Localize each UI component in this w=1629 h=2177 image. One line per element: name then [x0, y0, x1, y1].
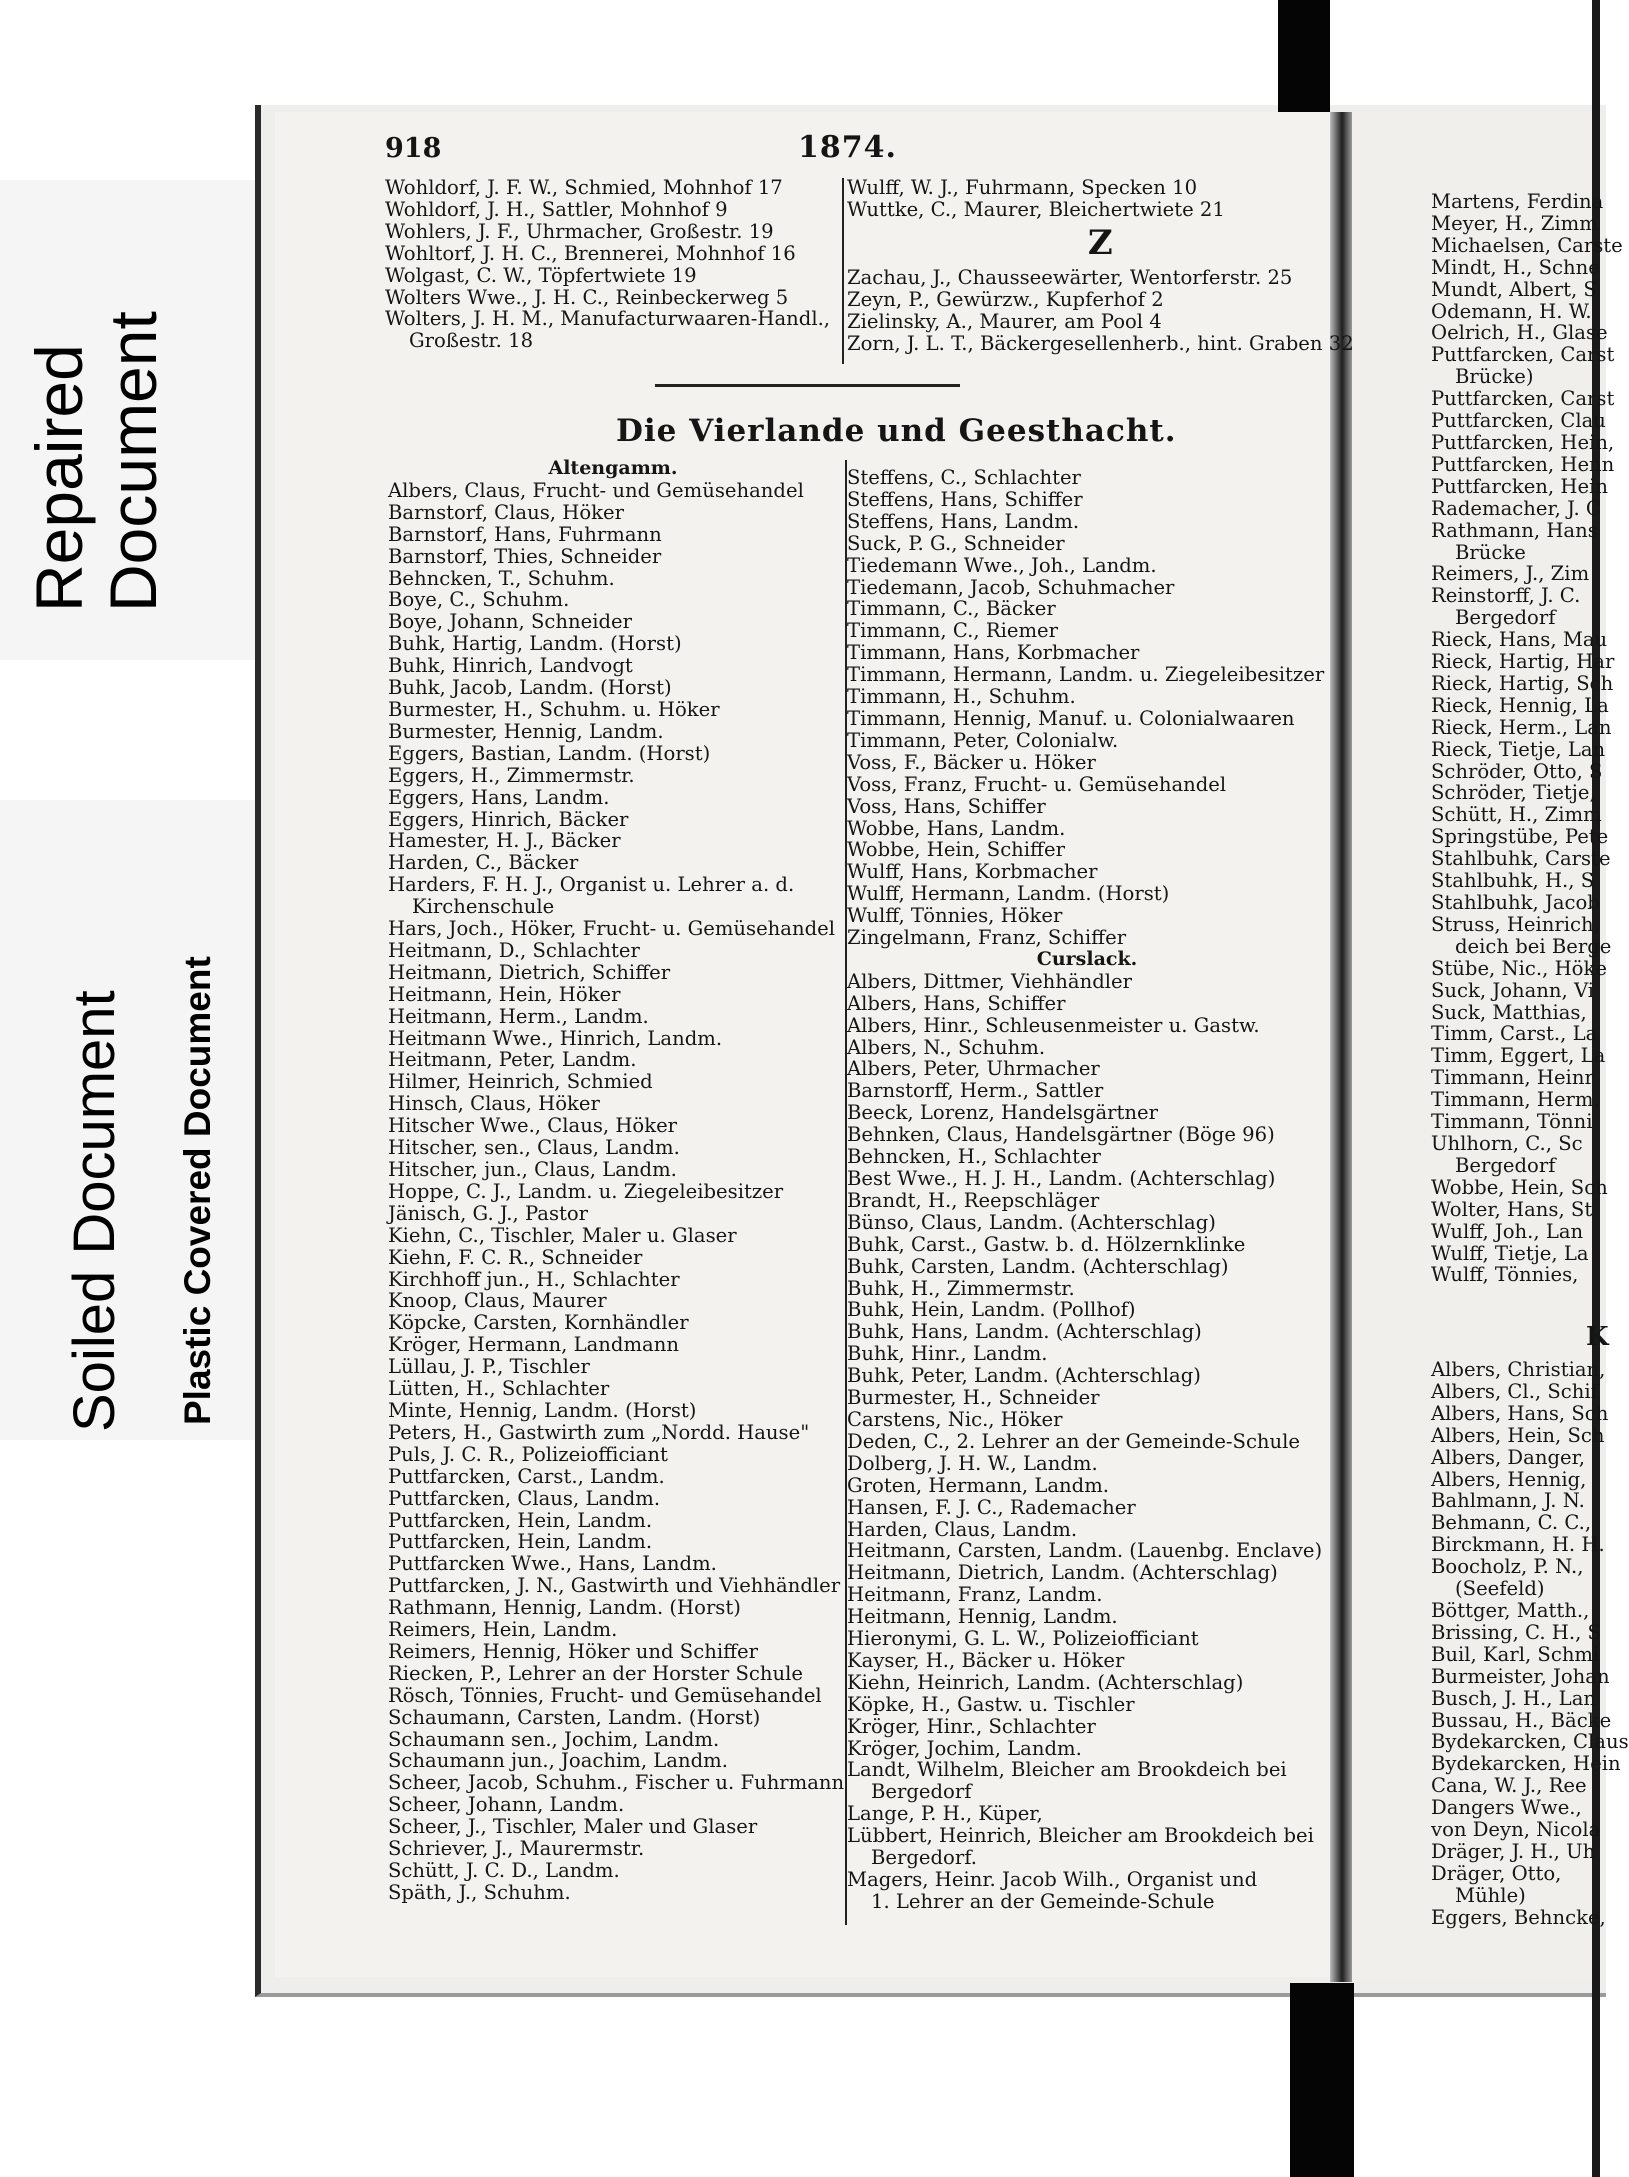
list-item: Albers, Hans, Schiffer — [847, 991, 1066, 1015]
list-item: Voss, Franz, Frucht- u. Gemüsehandel — [847, 772, 1227, 796]
list-item: Stübe, Nic., Höke — [1431, 956, 1607, 980]
list-item: Suck, Matthias, — [1431, 1000, 1587, 1024]
list-item: Michaelsen, Carste — [1431, 233, 1623, 257]
list-item: Barnstorf, Hans, Fuhrmann — [388, 522, 662, 546]
list-item: Riecken, P., Lehrer an der Horster Schule — [388, 1661, 803, 1685]
list-item: Rieck, Hartig, Har — [1431, 650, 1615, 674]
list-item: Albers, Dittmer, Viehhändler — [847, 969, 1132, 993]
list-item: Bergedorf — [871, 1780, 972, 1804]
list-item: Buhk, Hartig, Landm. (Horst) — [388, 632, 682, 656]
list-item: Timm, Eggert, La — [1431, 1044, 1606, 1068]
list-item: Böttger, Matth., — [1431, 1598, 1590, 1622]
list-item: Kröger, Hermann, Landmann — [388, 1333, 679, 1357]
list-item: 1. Lehrer an der Gemeinde-Schule — [871, 1889, 1215, 1913]
list-item: Behncken, H., Schlachter — [847, 1145, 1101, 1169]
list-item: Rathmann, Hans — [1431, 518, 1598, 542]
list-item: Behmann, C. C., — [1431, 1511, 1592, 1535]
list-item: Burmeister, Johan — [1431, 1664, 1610, 1688]
list-item: Heitmann, Hennig, Landm. — [847, 1605, 1118, 1629]
top-column-divider — [842, 178, 844, 364]
list-item: Peters, H., Gastwirth zum „Nordd. Hause" — [388, 1420, 810, 1444]
list-item: Eggers, Hans, Landm. — [388, 785, 610, 809]
list-item: Bergedorf — [1455, 1153, 1556, 1177]
list-item: Buil, Karl, Schmi — [1431, 1642, 1600, 1666]
list-item: Wulff, Hans, Korbmacher — [847, 860, 1098, 884]
list-item: von Deyn, Nicola — [1431, 1818, 1601, 1842]
list-item: Wolgast, C. W., Töpfertwiete 19 — [385, 263, 697, 287]
list-item: Wohldorf, J. H., Sattler, Mohnhof 9 — [385, 197, 728, 221]
list-item: Heitmann, Franz, Landm. — [847, 1583, 1103, 1607]
list-item: Schröder, Otto, S — [1431, 759, 1603, 783]
list-item: Boocholz, P. N., — [1431, 1555, 1584, 1579]
list-item: Rösch, Tönnies, Frucht- und Gemüsehandel — [388, 1683, 822, 1707]
list-item: Steffens, C., Schlachter — [847, 466, 1081, 489]
list-item: Suck, Johann, Vi — [1431, 978, 1595, 1002]
list-item: Burmester, H., Schneider — [847, 1386, 1100, 1410]
list-item: Wobbe, Hein, Sch — [1431, 1175, 1608, 1199]
list-item: Timmann, Hennig, Manuf. u. Colonialwaaren — [847, 706, 1295, 730]
section-letter-z: Z — [1087, 222, 1113, 263]
list-item: Puttfarcken, Hein — [1431, 474, 1608, 498]
list-item: Martens, Ferdina — [1431, 190, 1604, 213]
list-item: Mühle) — [1455, 1883, 1526, 1907]
list-item: Puttfarcken, Hein, Landm. — [388, 1530, 653, 1554]
list-item: Timmann, Tönni — [1431, 1110, 1593, 1134]
binder-strap-bottom — [1290, 1983, 1354, 2177]
list-item: Wohltorf, J. H. C., Brennerei, Mohnhof 16 — [385, 241, 796, 265]
list-item: Timmann, Hermann, Landm. u. Ziegeleibesitzer — [847, 663, 1325, 687]
list-item: Boye, C., Schuhm. — [388, 588, 570, 612]
list-item: Stahlbuhk, Jacob — [1431, 891, 1600, 914]
list-item: Timmann, Hans, Korbmacher — [847, 641, 1140, 665]
list-item: Springstübe, Pete — [1431, 825, 1609, 849]
list-item: Brücke) — [1455, 365, 1534, 389]
list-item: Zachau, J., Chausseewärter, Wentorferstr. 25 — [847, 265, 1293, 289]
list-item: Reimers, J., Zim — [1431, 562, 1590, 586]
list-item: Heitmann, Herm., Landm. — [388, 1004, 649, 1028]
list-item: Kröger, Jochim, Landm. — [847, 1736, 1082, 1760]
list-item: Rademacher, J. C — [1431, 496, 1601, 520]
list-item: Albers, Peter, Uhrmacher — [847, 1057, 1100, 1081]
list-item: Struss, Heinrich, — [1431, 912, 1600, 936]
list-item: Tiedemann, Jacob, Schuhmacher — [847, 575, 1175, 599]
list-item: Kiehn, F. C. R., Schneider — [388, 1245, 643, 1269]
list-item: Heitmann, Dietrich, Schiffer — [388, 960, 671, 984]
label-plastic-covered-document: Plastic Covered Document — [177, 956, 218, 1425]
list-item: Albers, Cl., Schif — [1431, 1379, 1598, 1403]
list-item: Timmann, H., Schuhm. — [847, 685, 1076, 709]
list-item: Bydekarcken, Claus — [1431, 1730, 1629, 1754]
label-repaired-document — [22, 311, 170, 612]
steffens-zingelmann-list — [847, 467, 1327, 949]
list-item: Harders, F. H. J., Organist u. Lehrer a. d. — [388, 873, 795, 897]
list-item: Großestr. 18 — [409, 329, 534, 353]
list-item: Groten, Hermann, Landm. — [847, 1473, 1110, 1497]
list-item: Puttfarcken, Carst — [1431, 343, 1615, 367]
list-item: Magers, Heinr. Jacob Wilh., Organist und — [847, 1868, 1258, 1891]
list-item: Timmann, C., Riemer — [847, 619, 1059, 643]
list-item: Albers, Christian, — [1431, 1358, 1606, 1381]
list-item: Puttfarcken, Hein, — [1431, 430, 1615, 454]
list-item: Carstens, Nic., Höker — [847, 1407, 1063, 1431]
list-item: Kröger, Hinr., Schlachter — [847, 1714, 1096, 1738]
list-item: Schaumann jun., Joachim, Landm. — [388, 1749, 728, 1773]
list-item: Wolters, J. H. M., Manufacturwaaren-Handl., — [385, 307, 831, 331]
list-item: Puttfarcken, J. N., Gastwirth und Viehhändler — [388, 1574, 841, 1598]
list-item: Hamester, H. J., Bäcker — [388, 829, 621, 853]
list-item: Brücke — [1455, 540, 1526, 564]
list-item: Wolters Wwe., J. H. C., Reinbeckerweg 5 — [385, 285, 789, 309]
list-item: Suck, P. G., Schneider — [847, 531, 1065, 555]
right-page-list-bottom — [1431, 1359, 1629, 1929]
list-item: Knoop, Claus, Maurer — [388, 1289, 607, 1313]
list-item: Schütt, J. C. D., Landm. — [388, 1859, 620, 1882]
list-item: Puttfarcken, Clau — [1431, 409, 1606, 433]
section-rule — [655, 384, 960, 387]
list-item: deich bei Berge — [1455, 934, 1612, 958]
list-item: Barnstorf, Claus, Höker — [388, 500, 624, 524]
list-item: Timmann, Peter, Colonialw. — [847, 728, 1119, 752]
list-item: Wobbe, Hein, Schiffer — [847, 838, 1065, 862]
list-item: Rieck, Hartig, Sch — [1431, 671, 1614, 695]
list-item: Timmann, C., Bäcker — [847, 597, 1056, 621]
list-item: Heitmann, D., Schlachter — [388, 938, 640, 962]
list-item: Buhk, Carsten, Landm. (Achterschlag) — [847, 1254, 1229, 1278]
list-item: Kayser, H., Bäcker u. Höker — [847, 1648, 1125, 1672]
list-item: Dangers Wwe., — [1431, 1796, 1582, 1820]
list-item: Bussau, H., Bäcke — [1431, 1708, 1612, 1732]
list-item: Buhk, Hinrich, Landvogt — [388, 654, 633, 678]
list-item: Lübbert, Heinrich, Bleicher am Brookdeich bei — [847, 1824, 1314, 1848]
top-right-lines-before — [847, 177, 1354, 221]
list-item: Hansen, F. J. C., Rademacher — [847, 1495, 1136, 1519]
list-item: Voss, Hans, Schiffer — [847, 794, 1046, 818]
book-gutter — [1330, 112, 1352, 1982]
list-item: Harden, Claus, Landm. — [847, 1517, 1078, 1541]
label-soiled-document: Soiled Document — [62, 990, 127, 1432]
list-item: Reimers, Hein, Landm. — [388, 1618, 618, 1642]
list-item: Buhk, Hein, Landm. (Pollhof) — [847, 1298, 1136, 1322]
list-item: Busch, J. H., Lan — [1431, 1686, 1596, 1710]
list-item: Heitmann, Hein, Höker — [388, 982, 621, 1006]
list-item: Barnstorff, Herm., Sattler — [847, 1079, 1104, 1103]
list-item: Lüllau, J. P., Tischler — [388, 1355, 590, 1379]
list-item: Heitmann Wwe., Hinrich, Landm. — [388, 1026, 723, 1050]
list-item: Wulff, Joh., Lan — [1431, 1219, 1584, 1243]
list-item: Heitmann, Carsten, Landm. (Lauenbg. Enclave) — [847, 1539, 1323, 1563]
list-item: Albers, Hinr., Schleusenmeister u. Gastw. — [847, 1013, 1260, 1037]
list-item: Schröder, Tietje, — [1431, 781, 1596, 805]
list-item: Jänisch, G. J., Pastor — [388, 1201, 589, 1225]
list-item: Buhk, Carst., Gastw. b. d. Hölzernklinke — [847, 1232, 1246, 1256]
list-item: Reimers, Hennig, Höker und Schiffer — [388, 1639, 758, 1663]
list-item: Schaumann sen., Jochim, Landm. — [388, 1727, 720, 1751]
list-item: Beeck, Lorenz, Handelsgärtner — [847, 1101, 1158, 1125]
list-item: Mindt, H., Schne — [1431, 255, 1600, 279]
list-item: Puttfarcken, Henn — [1431, 452, 1615, 476]
list-item: Eggers, H., Zimmermstr. — [388, 763, 635, 787]
list-item: Wolter, Hans, St — [1431, 1197, 1593, 1221]
list-item: Puls, J. C. R., Polizeiofficiant — [388, 1442, 668, 1466]
list-item: Puttfarcken, Carst., Landm. — [388, 1464, 665, 1488]
list-item: Kirchhoff jun., H., Schlachter — [388, 1267, 680, 1291]
list-item: Best Wwe., H. J. H., Landm. (Achterschlag) — [847, 1167, 1276, 1190]
list-item: Wulff, Tietje, La — [1431, 1241, 1589, 1265]
list-item: Wulff, W. J., Fuhrmann, Specken 10 — [847, 176, 1198, 199]
list-item: Bergedorf. — [871, 1846, 977, 1870]
list-item: Oelrich, H., Glase — [1431, 321, 1608, 345]
list-item: Bydekarcken, Hein — [1431, 1752, 1621, 1776]
list-item: Burmester, Hennig, Landm. — [388, 719, 664, 743]
list-item: Eggers, Bastian, Landm. (Horst) — [388, 741, 711, 765]
list-item: Buhk, Peter, Landm. (Achterschlag) — [847, 1364, 1201, 1388]
list-item: Reinstorff, J. C. — [1431, 584, 1581, 608]
list-item: Albers, Hans, Sch — [1431, 1401, 1609, 1425]
list-item: Hitscher, jun., Claus, Landm. — [388, 1158, 677, 1181]
list-item: Landt, Wilhelm, Bleicher am Brookdeich bei — [847, 1758, 1287, 1782]
section-heading: Die Vierlande und Geesthacht. — [616, 413, 1177, 449]
label-strip-condition — [0, 800, 290, 1440]
section-letter-k: K — [1586, 1322, 1609, 1352]
list-item: Kiehn, Heinrich, Landm. (Achterschlag) — [847, 1670, 1244, 1694]
list-item: Hitscher Wwe., Claus, Höker — [388, 1114, 678, 1138]
list-item: Puttfarcken, Hein, Landm. — [388, 1508, 653, 1532]
list-item: Albers, Danger, — [1431, 1445, 1586, 1469]
binder-strap-top — [1278, 0, 1330, 112]
list-item: Meyer, H., Zimm — [1431, 211, 1598, 235]
list-item: Cana, W. J., Ree — [1431, 1774, 1587, 1798]
list-item: Behncken, T., Schuhm. — [388, 566, 615, 590]
list-item: Späth, J., Schuhm. — [388, 1880, 571, 1904]
list-item: Eggers, Hinrich, Bäcker — [388, 807, 629, 831]
list-item: Buhk, Jacob, Landm. (Horst) — [388, 676, 672, 700]
list-item: Hitscher, sen., Claus, Landm. — [388, 1136, 680, 1160]
list-item: Köpcke, Carsten, Kornhändler — [388, 1311, 689, 1335]
label-repaired-line2: Document — [96, 311, 170, 612]
list-item: Kirchenschule — [412, 895, 555, 919]
list-item: Mundt, Albert, S — [1431, 277, 1597, 301]
list-item: Wulff, Tönnies, — [1431, 1263, 1579, 1287]
list-item: Boye, Johann, Schneider — [388, 610, 632, 634]
list-item: Schriever, J., Maurermstr. — [388, 1837, 645, 1861]
list-item: Puttfarcken Wwe., Hans, Landm. — [388, 1552, 717, 1576]
list-item: Puttfarcken, Carst — [1431, 387, 1615, 411]
list-item: Wohlers, J. F., Uhrmacher, Großestr. 19 — [385, 219, 774, 243]
curslack-title: Curslack. — [1036, 947, 1138, 970]
list-item: Wulff, Tönnies, Höker — [847, 904, 1063, 928]
list-item: Heitmann, Peter, Landm. — [388, 1048, 637, 1072]
list-item: Hilmer, Heinrich, Schmied — [388, 1070, 653, 1094]
right-page-list-top — [1431, 191, 1623, 1286]
list-item: Rieck, Herm., Lan — [1431, 715, 1612, 739]
list-item: Dräger, J. H., Uh — [1431, 1839, 1596, 1863]
list-item: Puttfarcken, Claus, Landm. — [388, 1486, 661, 1510]
list-item: Wulff, Hermann, Landm. (Horst) — [847, 882, 1170, 906]
list-item: Schütt, H., Zimm — [1431, 803, 1602, 827]
top-right-list — [847, 177, 1354, 354]
list-item: Steffens, Hans, Schiffer — [847, 487, 1083, 511]
altengamm-title: Altengamm. — [548, 457, 678, 479]
list-item: Dräger, Otto, — [1431, 1861, 1562, 1885]
list-item: Birckmann, H. H. — [1431, 1533, 1605, 1557]
list-item: Hinsch, Claus, Höker — [388, 1092, 600, 1116]
list-item: Zielinsky, A., Maurer, am Pool 4 — [847, 309, 1162, 333]
list-item: Wohldorf, J. F. W., Schmied, Mohnhof 17 — [385, 176, 783, 199]
list-item: Dolberg, J. H. W., Landm. — [847, 1451, 1098, 1475]
page-year: 1874. — [798, 130, 897, 165]
list-item: Stahlbuhk, Carste — [1431, 847, 1611, 871]
list-item: Köpke, H., Gastw. u. Tischler — [847, 1692, 1135, 1716]
list-item: Behnken, Claus, Handelsgärtner (Böge 96) — [847, 1123, 1275, 1147]
list-item: Burmester, H., Schuhm. u. Höker — [388, 697, 720, 721]
list-item: Steffens, Hans, Landm. — [847, 509, 1080, 533]
list-item: Scheer, Johann, Landm. — [388, 1793, 625, 1817]
list-item: Kiehn, C., Tischler, Maler u. Glaser — [388, 1223, 737, 1247]
list-item: Tiedemann Wwe., Joh., Landm. — [847, 553, 1157, 577]
list-item: Albers, Hennig, — [1431, 1467, 1587, 1491]
list-item: Wuttke, C., Maurer, Bleichertwiete 21 — [847, 197, 1225, 221]
list-item: Rieck, Hennig, La — [1431, 693, 1609, 717]
list-item: Harden, C., Bäcker — [388, 851, 579, 875]
list-item: Timm, Carst., La — [1431, 1022, 1598, 1046]
list-item: Albers, Hein, Sch — [1431, 1423, 1605, 1447]
list-item: Timmann, Herm. — [1431, 1088, 1600, 1112]
list-item: Stahlbuhk, H., S — [1431, 869, 1595, 893]
list-item: Zeyn, P., Gewürzw., Kupferhof 2 — [847, 287, 1164, 311]
list-item: Buhk, Hinr., Landm. — [847, 1342, 1048, 1366]
list-item: Rieck, Tietje, Lan — [1431, 737, 1606, 761]
list-item: Wobbe, Hans, Landm. — [847, 816, 1066, 840]
curslack-list — [847, 971, 1327, 1913]
list-item: Heitmann, Dietrich, Landm. (Achterschlag) — [847, 1561, 1278, 1585]
list-item: Bünso, Claus, Landm. (Achterschlag) — [847, 1210, 1216, 1234]
list-item: Albers, Claus, Frucht- und Gemüsehandel — [388, 478, 804, 502]
list-item: Timmann, Heinr — [1431, 1066, 1594, 1090]
list-item: Lange, P. H., Küper, — [847, 1802, 1043, 1826]
top-left-list — [385, 177, 830, 352]
list-item: Zorn, J. L. T., Bäckergesellenherb., hint. Graben 32 — [847, 331, 1354, 355]
list-item: Zingelmann, Franz, Schiffer — [847, 926, 1127, 950]
list-item: Voss, F., Bäcker u. Höker — [847, 750, 1096, 774]
list-item: Uhlhorn, C., Sc — [1431, 1131, 1583, 1155]
list-item: Brissing, C. H., S — [1431, 1620, 1601, 1644]
list-item: Buhk, H., Zimmermstr. — [847, 1276, 1075, 1300]
list-item: Deden, C., 2. Lehrer an der Gemeinde-Schule — [847, 1429, 1301, 1453]
list-item: Scheer, J., Tischler, Maler und Glaser — [388, 1815, 758, 1839]
list-item: Albers, N., Schuhm. — [847, 1035, 1046, 1059]
list-item: Hars, Joch., Höker, Frucht- u. Gemüsehandel — [388, 917, 835, 941]
list-item: Hieronymi, G. L. W., Polizeiofficiant — [847, 1627, 1199, 1651]
altengamm-column — [388, 457, 845, 1904]
list-item: Minte, Hennig, Landm. (Horst) — [388, 1398, 697, 1422]
top-right-lines-after — [847, 267, 1354, 355]
list-item: Eggers, Behncke, — [1431, 1905, 1606, 1929]
list-item: Hoppe, C. J., Landm. u. Ziegeleibesitzer — [388, 1179, 784, 1203]
curslack-column — [847, 467, 1327, 1913]
list-item: Buhk, Hans, Landm. (Achterschlag) — [847, 1320, 1202, 1344]
list-item: Bergedorf — [1455, 606, 1556, 630]
list-item: (Seefeld) — [1455, 1577, 1545, 1601]
list-item: Barnstorf, Thies, Schneider — [388, 544, 662, 568]
altengamm-list — [388, 478, 845, 1904]
list-item: Lütten, H., Schlachter — [388, 1377, 610, 1401]
list-item: Scheer, Jacob, Schuhm., Fischer u. Fuhrmann — [388, 1771, 845, 1795]
list-item: Rieck, Hans, Mau — [1431, 628, 1608, 652]
page-number: 918 — [385, 133, 442, 164]
list-item: Rathmann, Hennig, Landm. (Horst) — [388, 1596, 741, 1620]
list-item: Bahlmann, J. N. — [1431, 1489, 1585, 1513]
list-item: Brandt, H., Reepschläger — [847, 1188, 1100, 1212]
list-item: Odemann, H. W. — [1431, 299, 1592, 323]
list-item: Schaumann, Carsten, Landm. (Horst) — [388, 1705, 761, 1729]
label-repaired-line1: Repaired — [22, 344, 96, 612]
